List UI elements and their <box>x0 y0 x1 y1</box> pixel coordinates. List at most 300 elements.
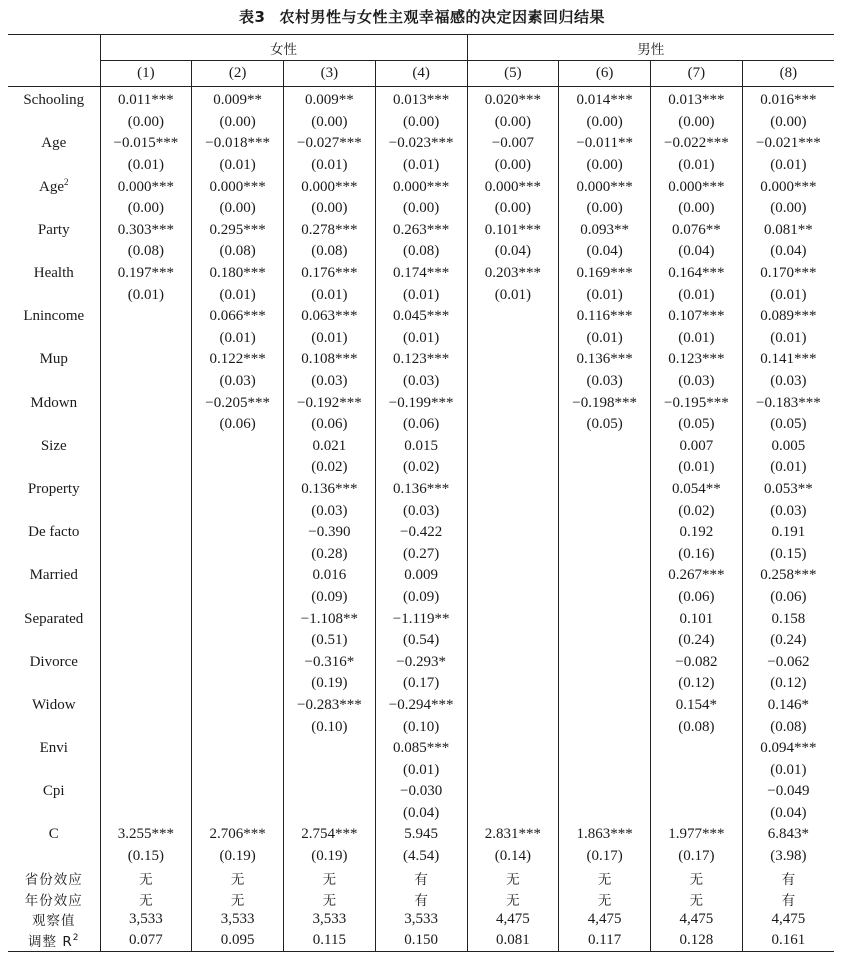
se-cell: (0.01) <box>651 284 743 306</box>
coef-cell <box>192 608 284 630</box>
footer-cell: 无 <box>467 867 559 888</box>
coef-cell <box>100 306 192 328</box>
coef-cell <box>467 306 559 328</box>
coef-row <box>8 565 834 587</box>
se-cell: (0.02) <box>375 457 467 479</box>
se-cell <box>651 759 743 781</box>
se-cell: (0.05) <box>559 414 651 436</box>
se-cell: (0.04) <box>375 803 467 825</box>
coef-row <box>8 651 834 673</box>
footer-cell: 无 <box>651 867 743 888</box>
se-cell <box>192 759 284 781</box>
se-cell <box>467 414 559 436</box>
coef-cell: 0.174*** <box>375 263 467 285</box>
coef-cell: 0.136*** <box>375 479 467 501</box>
se-row <box>8 241 834 263</box>
footer-label: 调整 $R^2$ <box>8 930 100 951</box>
se-row <box>8 846 834 868</box>
footer-cell: 无 <box>192 888 284 909</box>
coef-cell: 0.164*** <box>651 263 743 285</box>
footer-cell: 3,533 <box>100 909 192 930</box>
variable-name: Party <box>37 221 70 238</box>
footer-cell: 无 <box>100 867 192 888</box>
coef-row <box>8 781 834 803</box>
coef-cell: −0.011** <box>559 133 651 155</box>
variable-name: Size <box>40 437 67 454</box>
footer-cell: 3,533 <box>284 909 376 930</box>
footer-cell: 有 <box>375 888 467 909</box>
coef-cell <box>100 781 192 803</box>
se-cell: (0.17) <box>651 846 743 868</box>
group-header-row <box>8 35 834 61</box>
se-cell: (0.08) <box>100 241 192 263</box>
coef-cell: −0.030 <box>375 781 467 803</box>
coef-cell <box>192 565 284 587</box>
coef-row <box>8 392 834 414</box>
footer-label: 观察值 <box>32 913 76 930</box>
coef-cell: 0.136*** <box>284 479 376 501</box>
se-row <box>8 284 834 306</box>
coef-cell <box>192 738 284 760</box>
se-row <box>8 198 834 220</box>
table-footer <box>8 867 834 951</box>
coef-cell: −0.183*** <box>742 392 834 414</box>
se-cell: (0.06) <box>651 587 743 609</box>
footer-cell: 3,533 <box>192 909 284 930</box>
footer-cell: 0.150 <box>375 930 467 951</box>
se-cell: (0.01) <box>651 457 743 479</box>
footer-row-adj-r2 <box>8 930 834 951</box>
se-cell: (0.14) <box>467 846 559 868</box>
se-cell: (0.00) <box>284 112 376 134</box>
coef-row <box>8 220 834 242</box>
se-row <box>8 457 834 479</box>
coef-cell <box>284 738 376 760</box>
se-cell: (0.01) <box>742 155 834 177</box>
se-cell: (0.03) <box>284 500 376 522</box>
se-cell: (0.01) <box>742 457 834 479</box>
se-cell <box>100 716 192 738</box>
se-cell: (0.01) <box>284 284 376 306</box>
se-cell: (0.08) <box>284 241 376 263</box>
se-cell: (4.54) <box>375 846 467 868</box>
blank-cell <box>8 155 100 177</box>
se-cell: (0.06) <box>375 414 467 436</box>
se-cell: (0.04) <box>651 241 743 263</box>
se-cell <box>651 803 743 825</box>
coef-cell: 0.009 <box>375 565 467 587</box>
footer-cell: 无 <box>192 867 284 888</box>
variable-name: Mup <box>39 351 68 368</box>
variable-name: Widow <box>31 696 76 713</box>
footer-cell: 无 <box>284 867 376 888</box>
coef-cell <box>559 695 651 717</box>
coef-row <box>8 87 834 112</box>
corner-cell <box>8 61 100 87</box>
se-row <box>8 543 834 565</box>
se-cell: (0.03) <box>375 500 467 522</box>
footer-cell: 0.077 <box>100 930 192 951</box>
footer-cell: 有 <box>742 888 834 909</box>
se-cell <box>284 759 376 781</box>
coef-cell: 0.107*** <box>651 306 743 328</box>
coef-cell: 0.063*** <box>284 306 376 328</box>
coef-cell: 0.000*** <box>742 176 834 198</box>
coef-cell: 0.192 <box>651 522 743 544</box>
se-cell <box>467 543 559 565</box>
coef-cell: −0.293* <box>375 651 467 673</box>
coef-row <box>8 133 834 155</box>
blank-cell <box>8 846 100 868</box>
coef-cell: 0.054** <box>651 479 743 501</box>
coef-row <box>8 349 834 371</box>
coef-cell <box>559 436 651 458</box>
se-cell <box>284 803 376 825</box>
footer-cell: 无 <box>284 888 376 909</box>
se-cell: (0.01) <box>192 155 284 177</box>
coef-cell <box>467 608 559 630</box>
se-cell: (0.03) <box>651 371 743 393</box>
blank-cell <box>8 371 100 393</box>
se-row <box>8 630 834 652</box>
coef-cell <box>100 738 192 760</box>
coef-cell: −0.390 <box>284 522 376 544</box>
blank-cell <box>8 198 100 220</box>
variable-name: Property <box>27 480 80 497</box>
se-cell: (0.12) <box>651 673 743 695</box>
se-cell: (0.06) <box>192 414 284 436</box>
coef-cell <box>192 522 284 544</box>
se-cell <box>100 673 192 695</box>
coef-cell <box>467 695 559 717</box>
se-cell: (0.01) <box>284 155 376 177</box>
coef-cell: −0.018*** <box>192 133 284 155</box>
se-cell <box>192 803 284 825</box>
coef-cell <box>192 695 284 717</box>
coef-cell: 0.203*** <box>467 263 559 285</box>
se-cell: (0.00) <box>100 198 192 220</box>
se-cell: (0.08) <box>375 241 467 263</box>
variable-name: Schooling <box>23 92 85 109</box>
coef-cell: 0.141*** <box>742 349 834 371</box>
table-caption <box>0 0 844 34</box>
coef-cell: 0.169*** <box>559 263 651 285</box>
se-cell: (0.01) <box>375 284 467 306</box>
coef-cell <box>559 608 651 630</box>
se-cell <box>559 543 651 565</box>
coef-cell: 0.158 <box>742 608 834 630</box>
se-cell: (0.19) <box>284 673 376 695</box>
coef-row <box>8 695 834 717</box>
coef-cell <box>559 522 651 544</box>
se-cell: (0.01) <box>284 328 376 350</box>
column-header: (8) <box>742 61 834 87</box>
se-cell <box>559 500 651 522</box>
coef-cell: 2.754*** <box>284 824 376 846</box>
se-cell: (3.98) <box>742 846 834 868</box>
coef-cell: 0.093** <box>559 220 651 242</box>
coef-cell: 0.136*** <box>559 349 651 371</box>
se-cell <box>559 716 651 738</box>
coef-cell: 0.011*** <box>100 87 192 112</box>
coef-cell: −0.049 <box>742 781 834 803</box>
coef-cell: 3.255*** <box>100 824 192 846</box>
coef-cell: 1.863*** <box>559 824 651 846</box>
se-cell: (0.00) <box>467 198 559 220</box>
coef-cell: 0.191 <box>742 522 834 544</box>
se-cell <box>467 500 559 522</box>
se-cell: (0.12) <box>742 673 834 695</box>
footer-cell: 4,475 <box>742 909 834 930</box>
coef-cell <box>100 522 192 544</box>
se-cell: (0.16) <box>651 543 743 565</box>
se-row <box>8 155 834 177</box>
se-cell <box>467 587 559 609</box>
coef-cell: 0.013*** <box>651 87 743 112</box>
se-cell: (0.08) <box>651 716 743 738</box>
coef-cell: 0.170*** <box>742 263 834 285</box>
coef-cell: 0.101*** <box>467 220 559 242</box>
se-cell: (0.03) <box>742 500 834 522</box>
se-cell: (0.00) <box>284 198 376 220</box>
se-cell: (0.01) <box>559 284 651 306</box>
se-cell <box>192 630 284 652</box>
coef-cell <box>467 392 559 414</box>
coef-cell: −0.422 <box>375 522 467 544</box>
se-cell <box>100 803 192 825</box>
se-cell <box>192 543 284 565</box>
se-row <box>8 759 834 781</box>
se-cell <box>100 543 192 565</box>
se-cell: (0.00) <box>559 112 651 134</box>
se-cell: (0.01) <box>100 155 192 177</box>
variable-name: Age <box>41 135 67 152</box>
column-number-row <box>8 61 834 87</box>
se-cell: (0.00) <box>467 155 559 177</box>
se-cell: (0.01) <box>192 284 284 306</box>
variable-name: Separated <box>24 610 84 627</box>
coef-cell <box>467 436 559 458</box>
coef-cell: 0.116*** <box>559 306 651 328</box>
coef-cell <box>559 479 651 501</box>
se-cell: (0.10) <box>284 716 376 738</box>
coef-cell <box>559 781 651 803</box>
se-cell: (0.02) <box>284 457 376 479</box>
footer-cell: 0.095 <box>192 930 284 951</box>
se-cell <box>467 803 559 825</box>
se-cell <box>100 630 192 652</box>
se-row <box>8 587 834 609</box>
coef-cell <box>192 436 284 458</box>
coef-cell: 0.076** <box>651 220 743 242</box>
coef-cell <box>559 738 651 760</box>
coef-cell: 0.009** <box>284 87 376 112</box>
coef-cell <box>192 781 284 803</box>
footer-cell: 无 <box>559 888 651 909</box>
blank-cell <box>8 500 100 522</box>
se-cell: (0.04) <box>559 241 651 263</box>
coef-cell: 0.007 <box>651 436 743 458</box>
coef-cell: 5.945 <box>375 824 467 846</box>
se-cell: (0.01) <box>467 284 559 306</box>
coef-cell: −0.022*** <box>651 133 743 155</box>
coef-cell: 0.015 <box>375 436 467 458</box>
blank-cell <box>8 803 100 825</box>
footer-label: 省份效应 <box>24 871 83 888</box>
se-cell <box>467 328 559 350</box>
column-header: (7) <box>651 61 743 87</box>
se-cell <box>192 500 284 522</box>
se-cell: (0.01) <box>742 328 834 350</box>
footer-row-year-effect <box>8 888 834 909</box>
coef-cell: −0.021*** <box>742 133 834 155</box>
se-cell: (0.06) <box>284 414 376 436</box>
se-cell: (0.19) <box>284 846 376 868</box>
coef-cell <box>192 651 284 673</box>
coef-cell <box>467 651 559 673</box>
coef-cell <box>100 479 192 501</box>
coef-row <box>8 824 834 846</box>
coef-cell: 0.021 <box>284 436 376 458</box>
coef-row <box>8 176 834 198</box>
coef-cell: −0.007 <box>467 133 559 155</box>
se-cell <box>559 673 651 695</box>
blank-cell <box>8 759 100 781</box>
se-row <box>8 716 834 738</box>
coef-cell: 0.278*** <box>284 220 376 242</box>
corner-cell <box>8 35 100 61</box>
variable-name: Envi <box>39 740 68 757</box>
se-cell: (0.00) <box>742 198 834 220</box>
coef-cell <box>467 479 559 501</box>
coef-cell: 0.089*** <box>742 306 834 328</box>
coef-cell: −0.316* <box>284 651 376 673</box>
coef-cell: −0.023*** <box>375 133 467 155</box>
coef-cell <box>467 738 559 760</box>
coef-cell <box>100 695 192 717</box>
coef-cell <box>100 392 192 414</box>
se-cell: (0.00) <box>651 112 743 134</box>
se-cell: (0.01) <box>375 155 467 177</box>
coef-cell <box>467 781 559 803</box>
coef-cell: 0.045*** <box>375 306 467 328</box>
se-cell: (0.00) <box>559 198 651 220</box>
coef-cell: 2.831*** <box>467 824 559 846</box>
coef-cell: 0.263*** <box>375 220 467 242</box>
coef-cell: 0.180*** <box>192 263 284 285</box>
blank-cell <box>8 457 100 479</box>
column-header: (4) <box>375 61 467 87</box>
coef-cell: 0.000*** <box>375 176 467 198</box>
coef-cell: 0.000*** <box>559 176 651 198</box>
footer-cell: 4,475 <box>559 909 651 930</box>
coef-cell: 0.066*** <box>192 306 284 328</box>
coef-cell: 0.020*** <box>467 87 559 112</box>
coef-row <box>8 306 834 328</box>
coef-cell <box>284 781 376 803</box>
coef-cell: 2.706*** <box>192 824 284 846</box>
se-cell: (0.01) <box>651 155 743 177</box>
se-cell: (0.51) <box>284 630 376 652</box>
footer-row-province-effect <box>8 867 834 888</box>
coef-cell: −0.205*** <box>192 392 284 414</box>
coef-cell: 0.053** <box>742 479 834 501</box>
se-cell: (0.00) <box>559 155 651 177</box>
se-row <box>8 673 834 695</box>
group-female-header: 女性 <box>100 35 467 61</box>
footer-cell: 有 <box>742 867 834 888</box>
coef-cell: −0.283*** <box>284 695 376 717</box>
coef-row <box>8 738 834 760</box>
coef-cell: 0.000*** <box>284 176 376 198</box>
se-cell: (0.08) <box>192 241 284 263</box>
se-cell <box>100 587 192 609</box>
se-cell <box>467 759 559 781</box>
se-cell <box>100 759 192 781</box>
se-cell: (0.08) <box>742 716 834 738</box>
se-cell: (0.54) <box>375 630 467 652</box>
coef-cell: 0.267*** <box>651 565 743 587</box>
se-cell: (0.24) <box>651 630 743 652</box>
footer-cell: 0.117 <box>559 930 651 951</box>
variable-name: Health <box>33 265 74 282</box>
coef-cell: 0.013*** <box>375 87 467 112</box>
se-cell: (0.01) <box>742 759 834 781</box>
coef-cell: 0.101 <box>651 608 743 630</box>
se-cell: (0.15) <box>742 543 834 565</box>
coef-cell <box>467 522 559 544</box>
table-body <box>8 87 834 868</box>
blank-cell <box>8 587 100 609</box>
coef-cell: 0.014*** <box>559 87 651 112</box>
coef-cell: 0.146* <box>742 695 834 717</box>
se-cell <box>192 716 284 738</box>
coef-cell: 0.123*** <box>375 349 467 371</box>
se-cell: (0.03) <box>559 371 651 393</box>
se-cell: (0.15) <box>100 846 192 868</box>
se-row <box>8 500 834 522</box>
coef-cell: −0.294*** <box>375 695 467 717</box>
coef-cell: 0.081** <box>742 220 834 242</box>
coef-cell: −0.199*** <box>375 392 467 414</box>
coef-cell <box>100 436 192 458</box>
se-cell <box>192 673 284 695</box>
se-cell <box>100 371 192 393</box>
footer-label: 年份效应 <box>24 892 83 909</box>
coef-cell: −0.015*** <box>100 133 192 155</box>
blank-cell <box>8 673 100 695</box>
variable-name: C <box>48 826 59 843</box>
coef-cell <box>467 349 559 371</box>
coef-cell: 0.108*** <box>284 349 376 371</box>
se-cell: (0.04) <box>467 241 559 263</box>
coef-cell: −0.198*** <box>559 392 651 414</box>
coef-cell <box>100 349 192 371</box>
coef-cell <box>467 565 559 587</box>
coef-row <box>8 608 834 630</box>
coef-cell: 0.123*** <box>651 349 743 371</box>
coef-cell: 0.016 <box>284 565 376 587</box>
se-cell <box>192 587 284 609</box>
se-cell <box>467 371 559 393</box>
coef-cell: 0.094*** <box>742 738 834 760</box>
se-cell: (0.01) <box>100 284 192 306</box>
coef-cell: 0.000*** <box>467 176 559 198</box>
coef-cell: −1.119** <box>375 608 467 630</box>
coef-cell: −0.062 <box>742 651 834 673</box>
variable-name: Mdown <box>30 394 78 411</box>
coef-cell: 0.000*** <box>651 176 743 198</box>
